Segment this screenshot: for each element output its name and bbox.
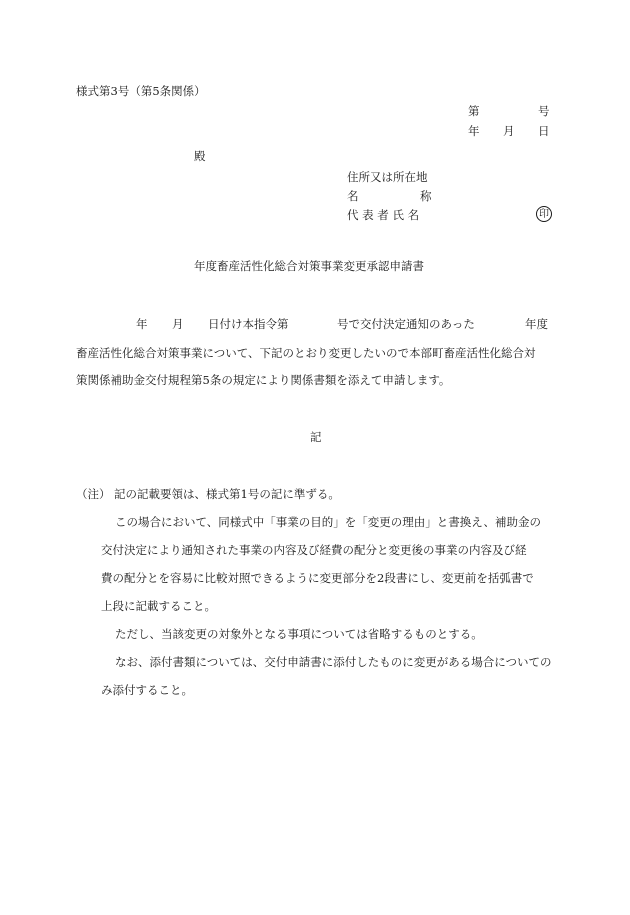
address-label: 住所又は所在地 xyxy=(347,170,428,184)
date-year: 年 xyxy=(468,124,480,138)
addressee-suffix: 殿 xyxy=(194,149,206,163)
notes-p1-line-4: 上段に記載すること。 xyxy=(101,599,216,613)
notes-p1-line-1: この場合において、同様式中「事業の目的」を「変更の理由」と書換え、補助金の xyxy=(115,515,541,529)
date-month: 月 xyxy=(503,124,515,138)
notes-p2-line-1: ただし、当該変更の対象外となる事項については省略するものとする。 xyxy=(115,627,483,641)
body-line-2: 畜産活性化総合対策事業について、下記のとおり変更したいので本部町畜産活性化総合対 xyxy=(76,346,536,360)
representative-label: 代 表 者 氏 名 xyxy=(347,208,420,222)
doc-number-go: 号 xyxy=(538,104,550,118)
notes-p1-line-3: 費の配分とを容易に比較対照できるように変更部分を2段書にし、変更前を括弧書で xyxy=(101,571,534,585)
body-nendo: 年度 xyxy=(525,317,548,331)
document-title: 年度畜産活性化総合対策事業変更承認申請書 xyxy=(194,259,424,273)
doc-number-dai: 第 xyxy=(468,104,480,118)
notes-p3-line-2: み添付すること。 xyxy=(101,683,193,697)
body-line-3: 策関係補助金交付規程第5条の規定により関係書類を添えて申請します。 xyxy=(76,373,451,387)
body-ref: 日付け本指令第 xyxy=(208,317,289,331)
body-year: 年 xyxy=(136,317,148,331)
date-day: 日 xyxy=(538,124,550,138)
form-number: 様式第3号（第5条関係） xyxy=(76,84,206,98)
seal-mark: 印 xyxy=(536,206,552,222)
notes-line-1: 記の記載要領は、様式第1号の記に準ずる。 xyxy=(114,487,340,501)
body-month: 月 xyxy=(172,317,184,331)
ki-heading: 記 xyxy=(310,430,322,444)
name-label-2: 称 xyxy=(420,189,432,203)
body-notice: 号で交付決定通知のあった xyxy=(337,317,475,331)
notes-label: （注） xyxy=(76,487,111,501)
notes-p1-line-2: 交付決定により通知された事業の内容及び経費の配分と変更後の事業の内容及び経 xyxy=(101,543,527,557)
name-label-1: 名 xyxy=(347,189,359,203)
notes-p3-line-1: なお、添付書類については、交付申請書に添付したものに変更がある場合についての xyxy=(115,655,552,669)
